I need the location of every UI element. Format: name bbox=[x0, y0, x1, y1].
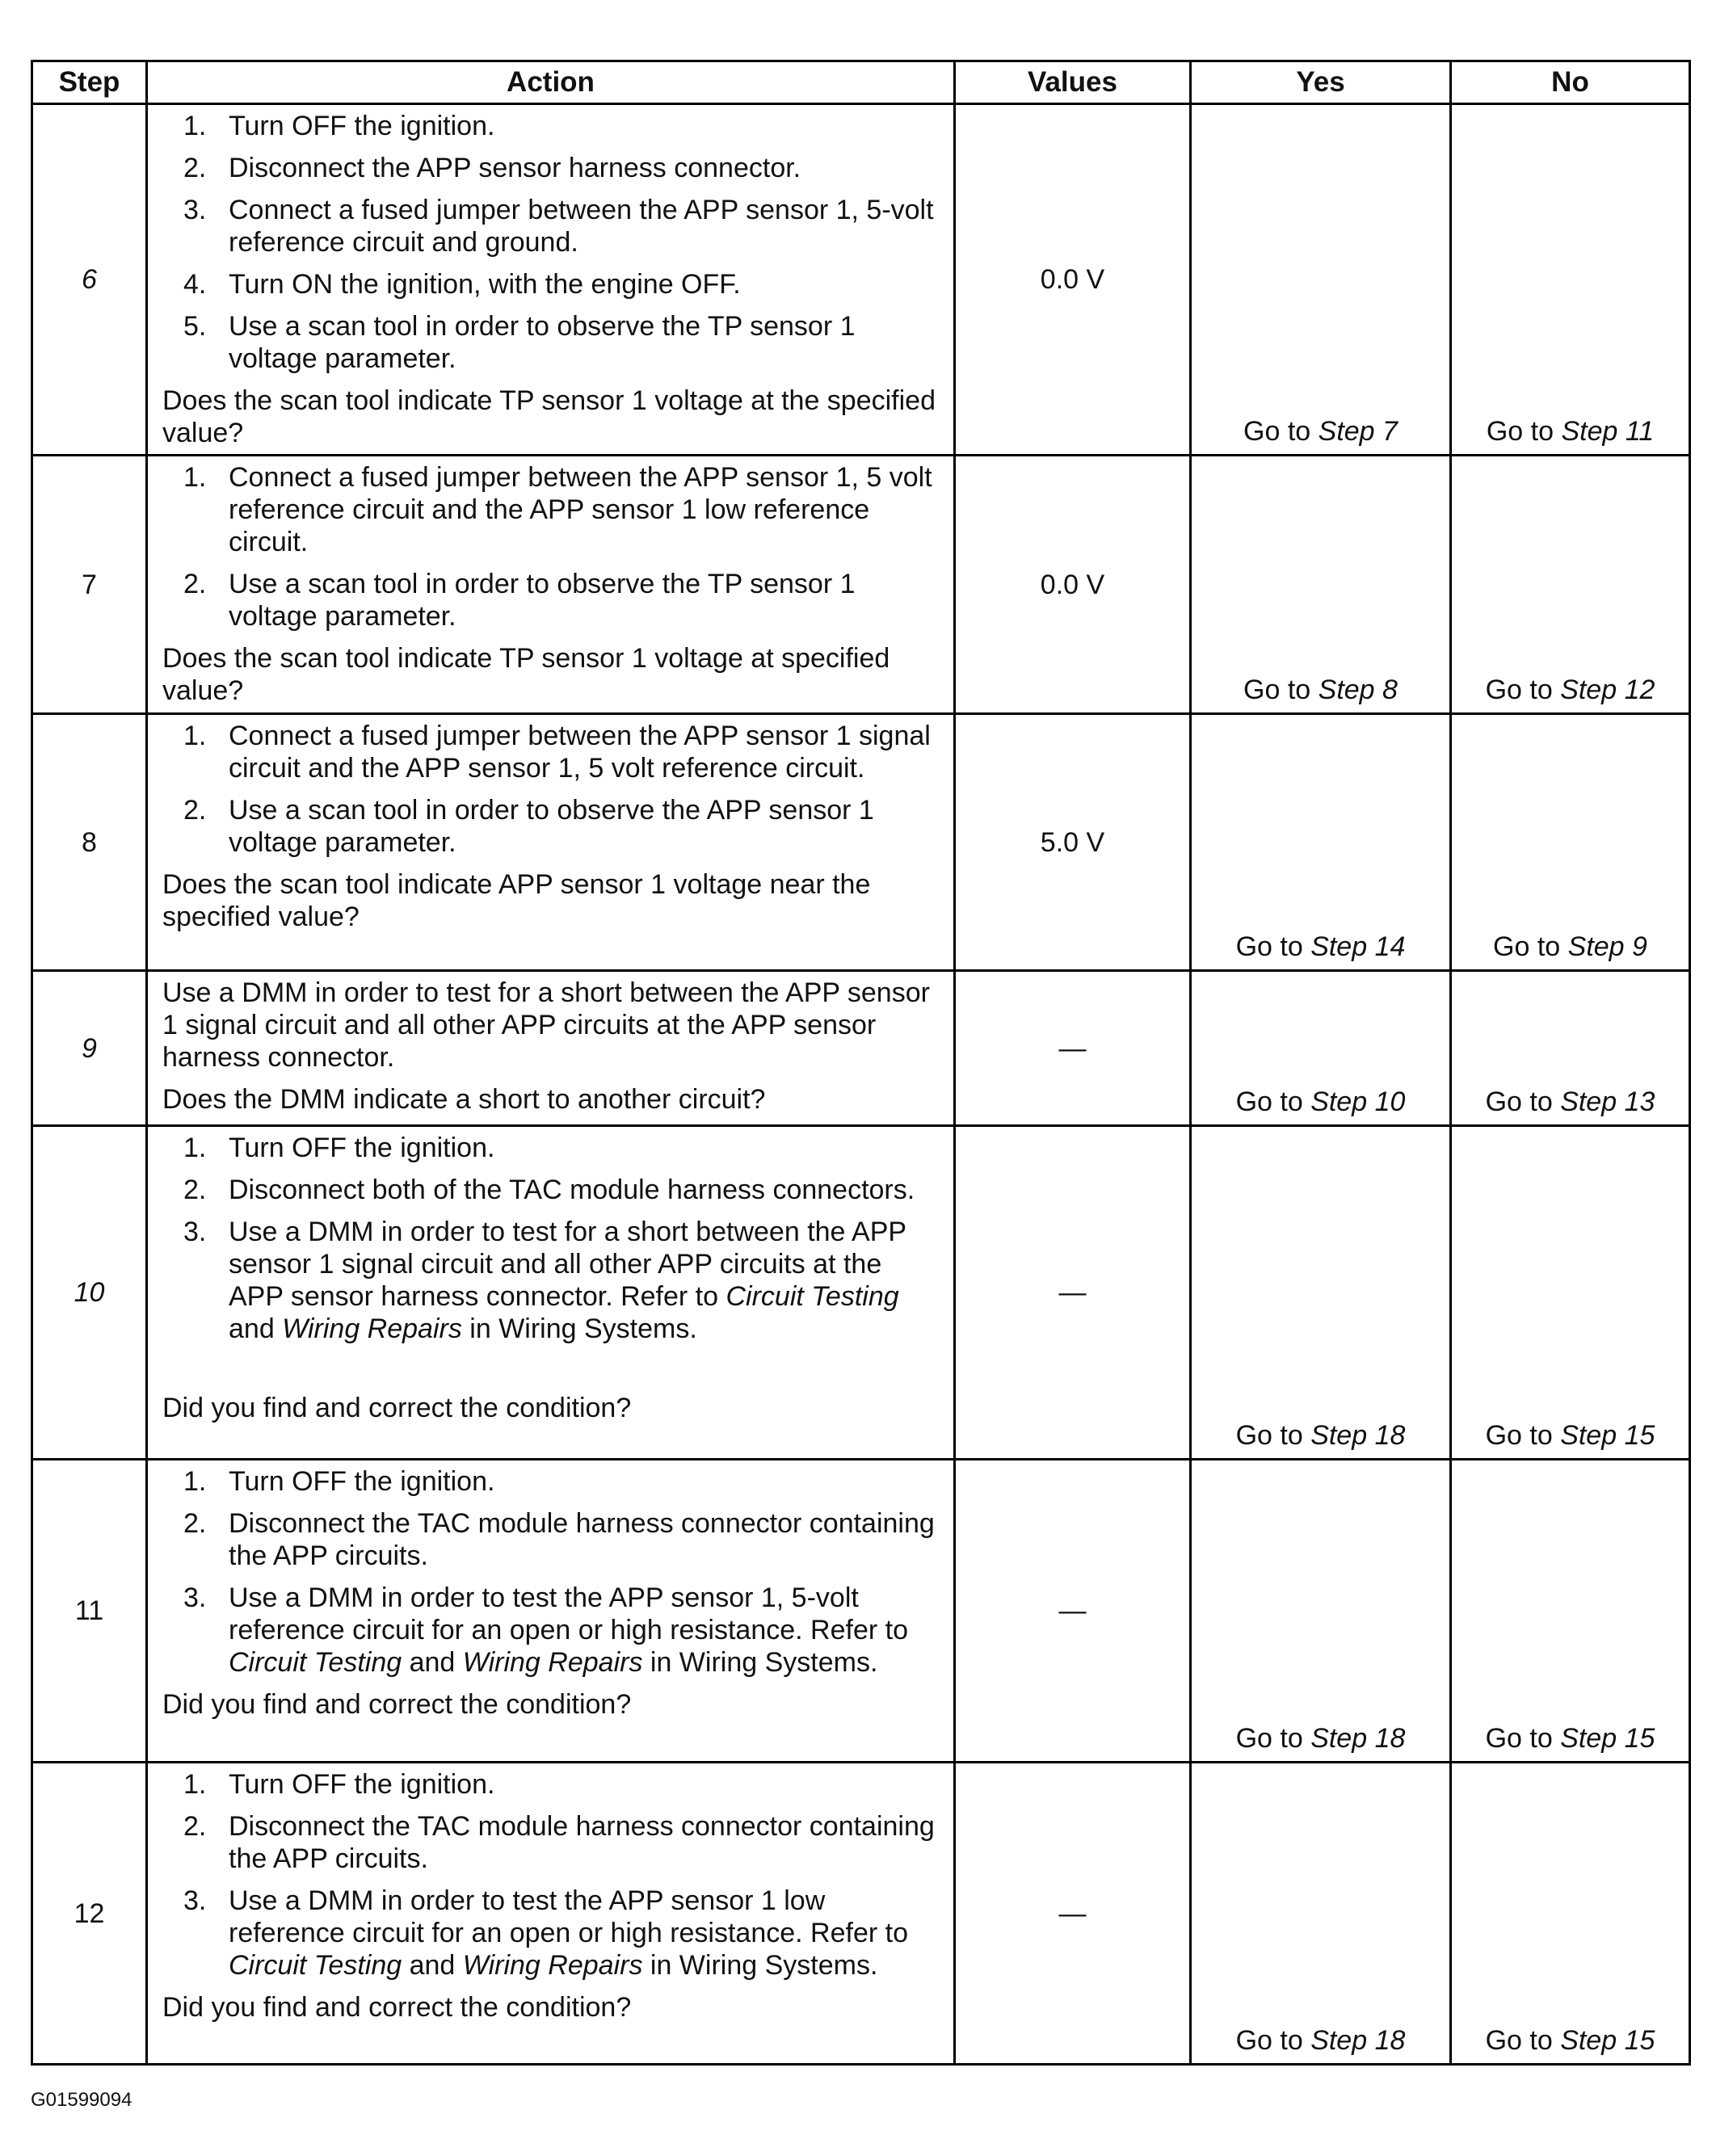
goto-step-link[interactable]: Step 18 bbox=[1310, 1723, 1406, 1754]
action-text-part: Use a DMM in order to test the APP sensor 1 low reference circuit for an open or high resistance. Refer to bbox=[229, 1885, 908, 1948]
list-item: 3. Use a DMM in order to test for a short between the APP sensor 1 signal circuit and all other APP circuits at the APP sensor harness connector. Refer to Circuit Testing and Wiring Repairs in Wiring Systems. bbox=[183, 1217, 906, 1344]
no-cell bbox=[1451, 714, 1690, 971]
action-text: Use a DMM in order to test for a short between the APP sensor 1 signal circuit and all other APP circuits at the APP sensor harness connector. bbox=[162, 977, 930, 1073]
reference-link[interactable]: Wiring Repairs bbox=[462, 1950, 643, 1981]
spec-value: 0.0 V bbox=[955, 104, 1191, 456]
action-text-part: and bbox=[402, 1647, 463, 1678]
list-item: 2. Use a scan tool in order to observe the APP sensor 1 voltage parameter. bbox=[183, 795, 874, 858]
list-item: 2. Disconnect both of the TAC module harness connectors. bbox=[183, 1175, 915, 1205]
no-cell bbox=[1451, 456, 1690, 714]
goto-prefix: Go to bbox=[1235, 1420, 1311, 1451]
action-list bbox=[162, 110, 939, 375]
spec-value: — bbox=[955, 1126, 1191, 1460]
list-item: 4. Turn ON the ignition, with the engine OFF. bbox=[183, 269, 741, 300]
goto-step-link[interactable]: Step 13 bbox=[1560, 1086, 1655, 1117]
goto-step-link[interactable]: Step 15 bbox=[1560, 1723, 1655, 1754]
spec-value: — bbox=[955, 1763, 1191, 2065]
goto-prefix: Go to bbox=[1235, 2025, 1311, 2056]
goto-prefix: Go to bbox=[1486, 416, 1562, 447]
diagnostic-table bbox=[31, 60, 1691, 2066]
table-row bbox=[32, 456, 1690, 714]
table-row bbox=[32, 971, 1690, 1126]
no-cell bbox=[1451, 104, 1690, 456]
reference-link[interactable]: Wiring Repairs bbox=[462, 1647, 643, 1678]
list-item: 1. Connect a fused jumper between the APP sensor 1, 5 volt reference circuit and the APP sensor 1 low reference circuit. bbox=[183, 462, 932, 557]
action-text-part: in Wiring Systems. bbox=[642, 1950, 878, 1981]
step-number: 11 bbox=[32, 1460, 147, 1763]
header-action: Action bbox=[147, 61, 955, 104]
list-item: 1. Turn OFF the ignition. bbox=[183, 1133, 495, 1163]
goto-prefix: Go to bbox=[1485, 675, 1561, 705]
reference-link[interactable]: Circuit Testing bbox=[229, 1647, 402, 1678]
spec-value: — bbox=[955, 1460, 1191, 1763]
goto-prefix: Go to bbox=[1485, 2025, 1561, 2056]
action-cell bbox=[147, 104, 955, 456]
goto-step-link[interactable]: Step 8 bbox=[1318, 675, 1398, 705]
goto-step-link[interactable]: Step 15 bbox=[1560, 1420, 1655, 1451]
list-item: 1. Turn OFF the ignition. bbox=[183, 111, 495, 141]
yes-cell bbox=[1191, 1763, 1451, 2065]
spec-value: — bbox=[955, 971, 1191, 1126]
no-cell bbox=[1451, 1126, 1690, 1460]
list-item: 2. Disconnect the TAC module harness connector containing the APP circuits. bbox=[183, 1811, 935, 1874]
action-cell bbox=[147, 971, 955, 1126]
action-text: Turn OFF the ignition. bbox=[229, 1769, 495, 1800]
yes-cell bbox=[1191, 714, 1451, 971]
no-cell bbox=[1451, 1763, 1690, 2065]
header-values: Values bbox=[955, 61, 1191, 104]
goto-step-link[interactable]: Step 15 bbox=[1560, 2025, 1655, 2056]
question-text: Does the scan tool indicate TP sensor 1 voltage at specified value? bbox=[162, 643, 890, 706]
action-text bbox=[229, 1885, 908, 1981]
action-text-part: Use a DMM in order to test the APP sensor 1, 5-volt reference circuit for an open or high resistance. Refer to bbox=[229, 1582, 908, 1645]
goto-prefix: Go to bbox=[1243, 675, 1319, 705]
action-text bbox=[229, 1582, 908, 1678]
action-text-part: in Wiring Systems. bbox=[461, 1313, 697, 1344]
goto-step-link[interactable]: Step 18 bbox=[1310, 2025, 1406, 2056]
action-text: Use a scan tool in order to observe the APP sensor 1 voltage parameter. bbox=[229, 795, 874, 858]
action-list bbox=[162, 1768, 939, 1982]
header-yes: Yes bbox=[1191, 61, 1451, 104]
reference-link[interactable]: Wiring Repairs bbox=[282, 1313, 462, 1344]
list-item: 1. Turn OFF the ignition. bbox=[183, 1466, 495, 1497]
goto-step-link[interactable]: Step 14 bbox=[1310, 931, 1406, 962]
action-text: Connect a fused jumper between the APP sensor 1, 5 volt reference circuit and the APP sensor 1 low reference circuit. bbox=[229, 462, 932, 557]
action-cell bbox=[147, 1126, 955, 1460]
goto-step-link[interactable]: Step 10 bbox=[1310, 1086, 1406, 1117]
goto-step-link[interactable]: Step 18 bbox=[1310, 1420, 1406, 1451]
action-cell bbox=[147, 456, 955, 714]
goto-prefix: Go to bbox=[1235, 931, 1311, 962]
question-text: Does the DMM indicate a short to another circuit? bbox=[162, 1084, 766, 1115]
list-item: 3. Use a DMM in order to test the APP sensor 1, 5-volt reference circuit for an open or high resistance. Refer to Circuit Testing and Wiring Repairs in Wiring Systems. bbox=[183, 1582, 908, 1678]
list-item: 2. Use a scan tool in order to observe the TP sensor 1 voltage parameter. bbox=[183, 569, 856, 632]
figure-id: G01599094 bbox=[31, 2089, 132, 2111]
action-text: Connect a fused jumper between the APP sensor 1, 5-volt reference circuit and ground. bbox=[229, 195, 934, 258]
question-text: Does the scan tool indicate TP sensor 1 voltage at the specified value? bbox=[162, 385, 936, 448]
yes-cell bbox=[1191, 104, 1451, 456]
action-text-part: in Wiring Systems. bbox=[642, 1647, 878, 1678]
goto-prefix: Go to bbox=[1235, 1723, 1311, 1754]
no-cell bbox=[1451, 1460, 1690, 1763]
no-cell bbox=[1451, 971, 1690, 1126]
list-item: 2. Disconnect the TAC module harness connector containing the APP circuits. bbox=[183, 1508, 935, 1571]
reference-link[interactable]: Circuit Testing bbox=[229, 1950, 402, 1981]
action-text-part: and bbox=[229, 1313, 283, 1344]
spacer bbox=[162, 1355, 939, 1389]
yes-cell bbox=[1191, 971, 1451, 1126]
goto-step-link[interactable]: Step 11 bbox=[1561, 416, 1655, 447]
step-number: 8 bbox=[32, 714, 147, 971]
action-text: Turn OFF the ignition. bbox=[229, 1133, 495, 1163]
action-list bbox=[162, 720, 939, 859]
goto-prefix: Go to bbox=[1485, 1723, 1561, 1754]
list-item: 5. Use a scan tool in order to observe the TP sensor 1 voltage parameter. bbox=[183, 311, 856, 374]
action-text: Disconnect the TAC module harness connector containing the APP circuits. bbox=[229, 1508, 935, 1571]
action-cell bbox=[147, 1460, 955, 1763]
yes-cell bbox=[1191, 1126, 1451, 1460]
step-number: 9 bbox=[32, 971, 147, 1126]
table-row bbox=[32, 1763, 1690, 2065]
action-list bbox=[162, 1465, 939, 1679]
list-item: 1. Connect a fused jumper between the APP sensor 1 signal circuit and the APP sensor 1, 5 volt reference circuit. bbox=[183, 721, 931, 784]
goto-step-link[interactable]: Step 7 bbox=[1318, 416, 1398, 447]
goto-step-link[interactable]: Step 12 bbox=[1560, 675, 1655, 705]
action-text: Turn ON the ignition, with the engine OFF. bbox=[229, 269, 741, 300]
goto-prefix: Go to bbox=[1243, 416, 1319, 447]
diagnostic-table-container bbox=[31, 60, 1689, 2066]
action-list bbox=[162, 461, 939, 633]
spec-value: 5.0 V bbox=[955, 714, 1191, 971]
action-text: Turn OFF the ignition. bbox=[229, 1466, 495, 1497]
table-header-row bbox=[32, 61, 1690, 104]
goto-prefix: Go to bbox=[1493, 931, 1568, 962]
list-item: 2. Disconnect the APP sensor harness connector. bbox=[183, 153, 801, 183]
question-text: Did you find and correct the condition? bbox=[162, 1689, 632, 1720]
table-row bbox=[32, 104, 1690, 456]
table-row bbox=[32, 1126, 1690, 1460]
action-cell bbox=[147, 714, 955, 971]
list-item: 1. Turn OFF the ignition. bbox=[183, 1769, 495, 1800]
step-number: 10 bbox=[32, 1126, 147, 1460]
step-number: 6 bbox=[32, 104, 147, 456]
step-number: 7 bbox=[32, 456, 147, 714]
action-text: Disconnect both of the TAC module harness connectors. bbox=[229, 1175, 915, 1205]
yes-cell bbox=[1191, 456, 1451, 714]
goto-prefix: Go to bbox=[1485, 1420, 1561, 1451]
header-no: No bbox=[1451, 61, 1690, 104]
action-text bbox=[229, 1217, 906, 1344]
goto-prefix: Go to bbox=[1235, 1086, 1311, 1117]
action-text: Disconnect the APP sensor harness connector. bbox=[229, 153, 801, 183]
goto-prefix: Go to bbox=[1485, 1086, 1561, 1117]
question-text: Did you find and correct the condition? bbox=[162, 1393, 632, 1423]
action-text: Connect a fused jumper between the APP sensor 1 signal circuit and the APP sensor 1, 5 volt reference circuit. bbox=[229, 721, 931, 784]
list-item: 3. Connect a fused jumper between the APP sensor 1, 5-volt reference circuit and ground. bbox=[183, 195, 934, 258]
action-cell bbox=[147, 1763, 955, 2065]
table-row bbox=[32, 714, 1690, 971]
goto-step-link[interactable]: Step 9 bbox=[1567, 931, 1647, 962]
reference-link[interactable]: Circuit Testing bbox=[726, 1281, 899, 1312]
action-text: Use a scan tool in order to observe the TP sensor 1 voltage parameter. bbox=[229, 569, 856, 632]
question-text: Does the scan tool indicate APP sensor 1 voltage near the specified value? bbox=[162, 869, 871, 932]
list-item: 3. Use a DMM in order to test the APP sensor 1 low reference circuit for an open or high resistance. Refer to Circuit Testing and Wiring Repairs in Wiring Systems. bbox=[183, 1885, 908, 1981]
action-text-part: and bbox=[402, 1950, 463, 1981]
action-text-part: Use a DMM in order to test for a short between the APP sensor 1 signal circuit and all other APP circuits at the APP sensor harness connector. Refer to bbox=[229, 1217, 906, 1312]
action-text: Disconnect the TAC module harness connector containing the APP circuits. bbox=[229, 1811, 935, 1874]
step-number: 12 bbox=[32, 1763, 147, 2065]
action-text: Use a scan tool in order to observe the TP sensor 1 voltage parameter. bbox=[229, 311, 856, 374]
spec-value: 0.0 V bbox=[955, 456, 1191, 714]
action-list bbox=[162, 1132, 939, 1345]
table-row bbox=[32, 1460, 1690, 1763]
yes-cell bbox=[1191, 1460, 1451, 1763]
header-step: Step bbox=[32, 61, 147, 104]
question-text: Did you find and correct the condition? bbox=[162, 1992, 632, 2023]
action-text: Turn OFF the ignition. bbox=[229, 111, 495, 141]
